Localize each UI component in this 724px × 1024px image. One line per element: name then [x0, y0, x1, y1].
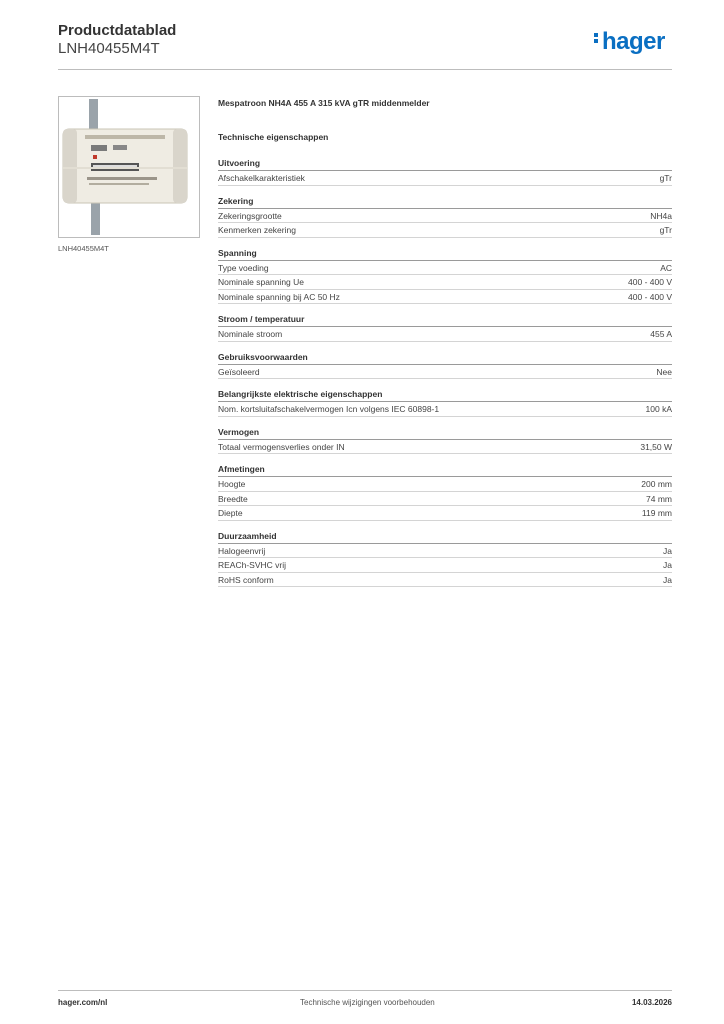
spec-section	[218, 195, 672, 238]
spec-content	[218, 97, 672, 587]
product-code: LNH40455M4T	[58, 40, 160, 57]
nh-fuse-cartridge-icon	[59, 97, 199, 237]
spec-section	[218, 247, 672, 305]
section-title: Gebruiksvoorwaarden	[218, 351, 672, 365]
spec-label: Hoogte	[218, 479, 246, 489]
section-title: Duurzaamheid	[218, 530, 672, 544]
spec-row	[218, 209, 672, 224]
spec-section	[218, 313, 672, 342]
spec-label: Geïsoleerd	[218, 366, 260, 377]
spec-sections	[218, 157, 672, 587]
spec-section	[218, 530, 672, 588]
spec-label: Zekeringsgrootte	[218, 210, 282, 221]
spec-label: Nominale spanning Ue	[218, 277, 304, 287]
spec-label: RoHS conform	[218, 574, 274, 585]
hager-logo[interactable]	[594, 28, 665, 56]
section-title: Spanning	[218, 247, 672, 261]
spec-row	[218, 477, 672, 492]
spec-row	[218, 223, 672, 238]
spec-section	[218, 157, 672, 186]
spec-label: Type voeding	[218, 262, 269, 273]
spec-section	[218, 351, 672, 380]
section-title: Vermogen	[218, 426, 672, 440]
spec-label: Halogeenvrij	[218, 545, 266, 556]
spec-label: REACh-SVHC vrij	[218, 560, 287, 570]
spec-value: AC	[660, 262, 672, 273]
image-caption: LNH40455M4T	[58, 244, 109, 253]
spec-label: Nominale stroom	[218, 329, 283, 339]
spec-value: Ja	[663, 545, 672, 556]
spec-value: Ja	[663, 560, 672, 570]
spec-row	[218, 171, 672, 186]
footer-disclaimer: Technische wijzigingen voorbehouden	[300, 998, 435, 1007]
spec-label: Totaal vermogensverlies onder IN	[218, 441, 345, 452]
spec-value: 100 kA	[645, 404, 672, 414]
spec-row	[218, 573, 672, 588]
spec-label: Nominale spanning bij AC 50 Hz	[218, 291, 340, 302]
spec-row	[218, 365, 672, 380]
spec-value: Nee	[656, 366, 672, 377]
section-title: Afmetingen	[218, 463, 672, 477]
logo-dots-icon	[594, 31, 600, 45]
spec-value: gTr	[659, 173, 672, 183]
spec-section	[218, 426, 672, 455]
section-title: Zekering	[218, 195, 672, 209]
spec-label: Nom. kortsluitafschakelvermogen Icn volgens IEC 60898-1	[218, 404, 440, 414]
spec-label: Breedte	[218, 493, 248, 504]
section-title: Stroom / temperatuur	[218, 313, 672, 327]
spec-section	[218, 463, 672, 521]
spec-value: 455 A	[650, 329, 672, 339]
spec-row	[218, 261, 672, 276]
spec-row	[218, 275, 672, 290]
spec-value: Ja	[663, 574, 672, 585]
product-name: Mespatroon NH4A 455 A 315 kVA gTR middenmelder	[218, 98, 430, 108]
spec-value: 200 mm	[641, 479, 672, 489]
spec-label: Kenmerken zekering	[218, 225, 296, 235]
spec-row	[218, 402, 672, 417]
spec-value: 400 - 400 V	[628, 277, 672, 287]
header-divider	[58, 69, 672, 70]
footer-date: 14.03.2026	[631, 998, 672, 1007]
spec-row	[218, 290, 672, 305]
spec-value: gTr	[659, 225, 672, 235]
spec-label: Diepte	[218, 508, 243, 518]
section-title: Belangrijkste elektrische eigenschappen	[218, 388, 672, 402]
logo-text: hager	[602, 28, 665, 55]
spec-row	[218, 506, 672, 521]
spec-row	[218, 544, 672, 559]
product-image	[58, 96, 200, 238]
spec-value: 119 mm	[641, 508, 672, 518]
spec-label: Afschakelkarakteristiek	[218, 173, 305, 183]
spec-value: 400 - 400 V	[628, 291, 672, 302]
section-title: Uitvoering	[218, 157, 672, 171]
spec-row	[218, 440, 672, 455]
footer-divider	[58, 990, 672, 991]
spec-value: NH4a	[650, 210, 672, 221]
spec-row	[218, 492, 672, 507]
page-title: Productdatablad	[58, 22, 177, 39]
spec-value: 31,50 W	[640, 441, 672, 452]
footer-website-link[interactable]: hager.com/nl	[58, 998, 108, 1007]
spec-section	[218, 388, 672, 417]
spec-value: 74 mm	[646, 493, 672, 504]
spec-row	[218, 558, 672, 573]
spec-row	[218, 327, 672, 342]
tech-properties-title: Technische eigenschappen	[218, 132, 329, 142]
